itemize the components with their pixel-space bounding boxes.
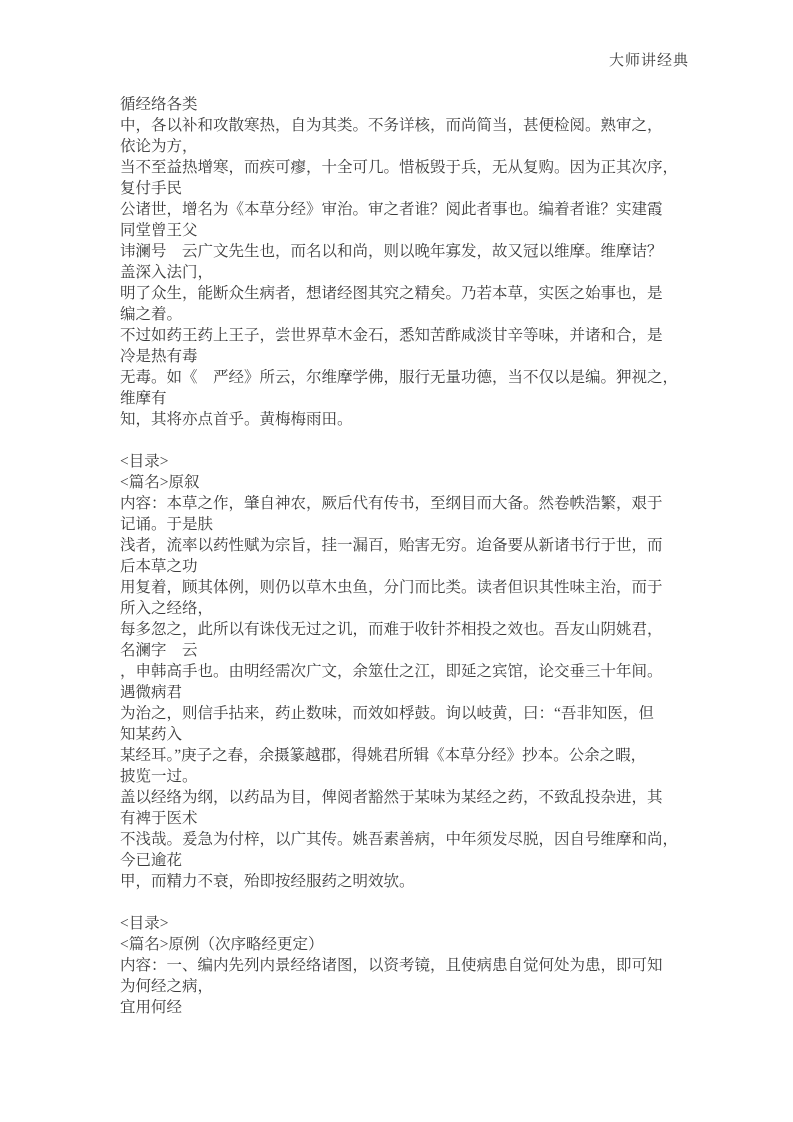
text-line: 为何经之病， [120, 978, 214, 995]
text-line: 知，其将亦点首乎。黄梅梅雨田。 [120, 411, 353, 428]
text-line: 复付手民 [120, 180, 183, 197]
text-line: 知某药入 [120, 726, 183, 743]
text-line: <目录> [120, 453, 169, 470]
text-line: 维摩有 [120, 390, 167, 407]
text-line: 不过如药王药上王子，尝世界草木金石，悉知苦酢咸淡甘辛等味，并诸和合，是 [120, 327, 663, 344]
text-line: 冷是热有毒 [120, 348, 198, 365]
text-line: 所入之经络， [120, 600, 214, 617]
document-content [120, 94, 720, 1039]
text-line: 每多忽之，此所以有诛伐无过之讥，而难于收针芥相投之效也。吾友山阴姚君， [120, 621, 663, 638]
text-line: 内容：本草之作，肇自神农，厥后代有传书，至纲目而大备。然卷帙浩繁，艰于 [120, 495, 663, 512]
text-line: 后本草之功 [120, 558, 198, 575]
running-header-title: 大师讲经典 [608, 53, 689, 69]
text-line: 披览一过。 [120, 768, 198, 785]
text-line: 公诸世，增名为《本草分经》审治。审之者谁？阅此者事也。编着者谁？实建霞 [120, 201, 663, 218]
text-section [120, 913, 720, 1018]
text-line: <目录> [120, 915, 169, 932]
text-line: 编之着。 [120, 306, 183, 323]
text-line: 同堂曾王父 [120, 222, 198, 239]
text-line: ，申韩高手也。由明经需次广文，余筮仕之江，即延之宾馆，论交垂三十年间。 [120, 663, 663, 680]
text-line: 记诵。于是肤 [120, 516, 214, 533]
text-line: 无毒。如《 严经》所云，尔维摩学佛，服行无量功德，当不仅以是编。狎视之， [120, 369, 679, 386]
text-line: 盖深入法门， [120, 264, 214, 281]
text-line: 讳澜号 云广文先生也，而名以和尚，则以晚年寡发，故又冠以维摩。维摩诘？ [120, 243, 663, 260]
text-line: 依论为方， [120, 138, 198, 155]
text-line: 某经耳。”庚子之春，余摄篆越郡，得姚君所辑《本草分经》抄本。公余之暇， [120, 747, 647, 764]
text-line: 不浅哉。爰急为付梓，以广其传。姚吾素善病，中年须发尽脱，因自号维摩和尚， [120, 831, 679, 848]
text-line: 浅者，流率以药性赋为宗旨，挂一漏百，贻害无穷。迨备要从新诸书行于世，而 [120, 537, 663, 554]
text-line: 遇微病君 [120, 684, 183, 701]
text-line: 为治之，则信手拈来，药止数味，而效如桴鼓。询以岐黄，曰：“吾非知医，但 [120, 705, 654, 722]
text-line: 今已逾花 [120, 852, 183, 869]
text-section [120, 451, 720, 892]
text-line: 当不至益热增寒，而疾可瘳，十全可几。惜板毁于兵，无从复购。因为正其次序， [120, 159, 679, 176]
text-line: <篇名>原叙 [120, 474, 200, 491]
text-line: 盖以经络为纲，以药品为目，俾阅者豁然于某味为某经之药，不致乱投杂进，其 [120, 789, 663, 806]
text-line: 有裨于医术 [120, 810, 198, 827]
text-line: 内容：一、编内先列内景经络诸图，以资考镜，且使病患自觉何处为患，即可知 [120, 957, 663, 974]
text-line: 用复着，顾其体例，则仍以草木虫鱼，分门而比类。读者但识其性味主治，而于 [120, 579, 663, 596]
text-line: 中，各以补和攻散寒热，自为其类。不务详核，而尚简当，甚便检阅。熟审之， [120, 117, 663, 134]
text-section [120, 94, 720, 430]
text-line: 循经络各类 [120, 96, 198, 113]
text-line: 宜用何经 [120, 999, 183, 1016]
text-line: <篇名>原例（次序略经更定） [120, 936, 324, 953]
text-line: 甲，而精力不衰，殆即按经服药之明效欤。 [120, 873, 415, 890]
text-line: 明了众生，能断众生病者，想诸经图其究之精矣。乃若本草，实医之始事也，是 [120, 285, 663, 302]
text-line: 名澜字 云 [120, 642, 198, 659]
